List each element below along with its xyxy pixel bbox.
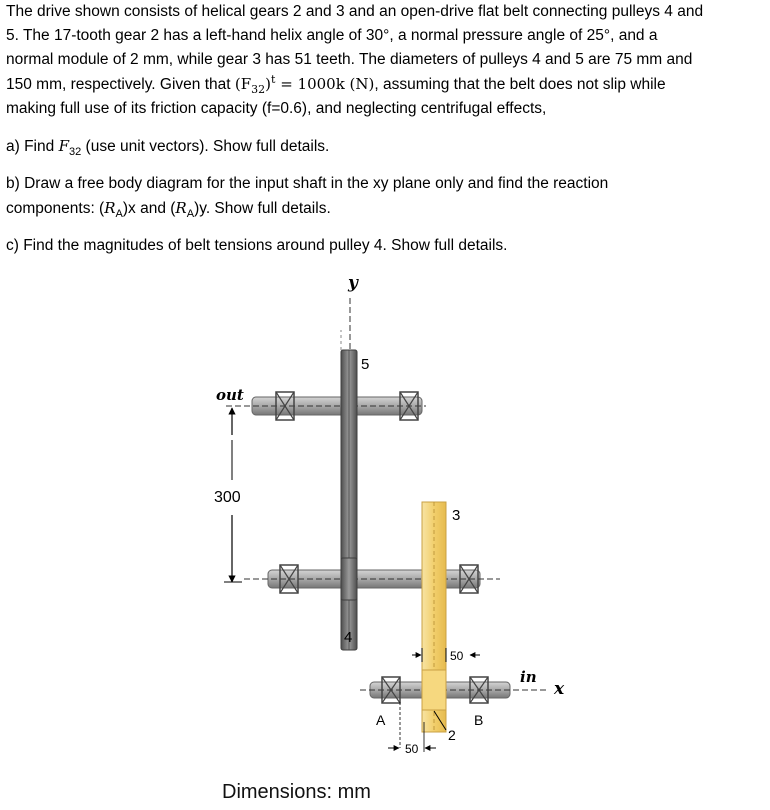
- gear-2: [422, 670, 446, 710]
- part-b-subscript-1: A: [115, 208, 123, 221]
- output-label: out: [216, 386, 244, 404]
- dim-50-top-label: 50: [450, 649, 464, 663]
- y-axis-label: y: [348, 273, 358, 293]
- intro-line-4-end: , assuming that the belt does not slip while: [374, 76, 666, 93]
- part-b: [6, 172, 766, 221]
- part-b-end: )y. Show full details.: [194, 200, 331, 217]
- intro-line-2: 5. The 17-tooth gear 2 has a left-hand helix angle of 30°, a normal pressure angle of 25°, and a: [6, 27, 658, 44]
- force-open: (F: [234, 75, 252, 93]
- part-b-mid: )x and (: [122, 200, 176, 217]
- part-a-suffix: (use unit vectors). Show full details.: [81, 138, 330, 155]
- dim-300-label: 300: [214, 489, 241, 506]
- part-a: [6, 134, 766, 159]
- part-b-symbol-2: R: [175, 199, 187, 217]
- part-a-symbol: F: [58, 137, 69, 155]
- problem-intro: [6, 0, 766, 121]
- dimensions-caption: Dimensions: mm: [222, 781, 371, 803]
- label-pulley-4: 4: [344, 629, 353, 646]
- part-b-symbol-1: R: [104, 199, 116, 217]
- part-c: [6, 234, 766, 258]
- input-label: in: [520, 668, 537, 686]
- label-pulley-5: 5: [361, 356, 370, 373]
- intro-line-3: normal module of 2 mm, while gear 3 has 51 teeth. The diameters of pulleys 4 and 5 are 75 mm and: [6, 51, 693, 68]
- part-a-subscript: 32: [68, 146, 82, 159]
- part-b-components-prefix: components: (: [6, 200, 105, 217]
- intro-line-1: The drive shown consists of helical gears 2 and 3 and an open-drive flat belt connecting pulleys 4 and: [6, 3, 704, 20]
- part-a-prefix: a) Find: [6, 138, 59, 155]
- label-B: B: [474, 712, 484, 728]
- part-b-subscript-2: A: [186, 208, 195, 221]
- part-b-line1: b) Draw a free body diagram for the input shaft in the xy plane only and find the reaction: [6, 175, 609, 192]
- force-superscript: t: [271, 73, 276, 86]
- pulley-4: [341, 558, 357, 600]
- problem-statement: [6, 0, 766, 271]
- force-close: ): [265, 75, 271, 93]
- label-gear-3: 3: [452, 507, 461, 524]
- label-A: A: [376, 712, 386, 728]
- x-axis-label: x: [554, 679, 565, 699]
- force-subscript: 32: [251, 83, 266, 96]
- force-symbol: [234, 73, 276, 96]
- intro-line-5: making full use of its friction capacity (f=0.6), and neglecting centrifugal effects,: [6, 100, 547, 117]
- part-c-text: c) Find the magnitudes of belt tensions around pulley 4. Show full details.: [6, 237, 508, 254]
- drive-diagram: [0, 270, 770, 810]
- dim-50-bottom-label: 50: [405, 742, 419, 756]
- drive-diagram-svg: [0, 270, 770, 810]
- force-value: = 1000k (N): [275, 75, 375, 93]
- intro-line-4: 150 mm, respectively. Given that: [6, 76, 231, 93]
- label-gear-2: 2: [448, 727, 456, 743]
